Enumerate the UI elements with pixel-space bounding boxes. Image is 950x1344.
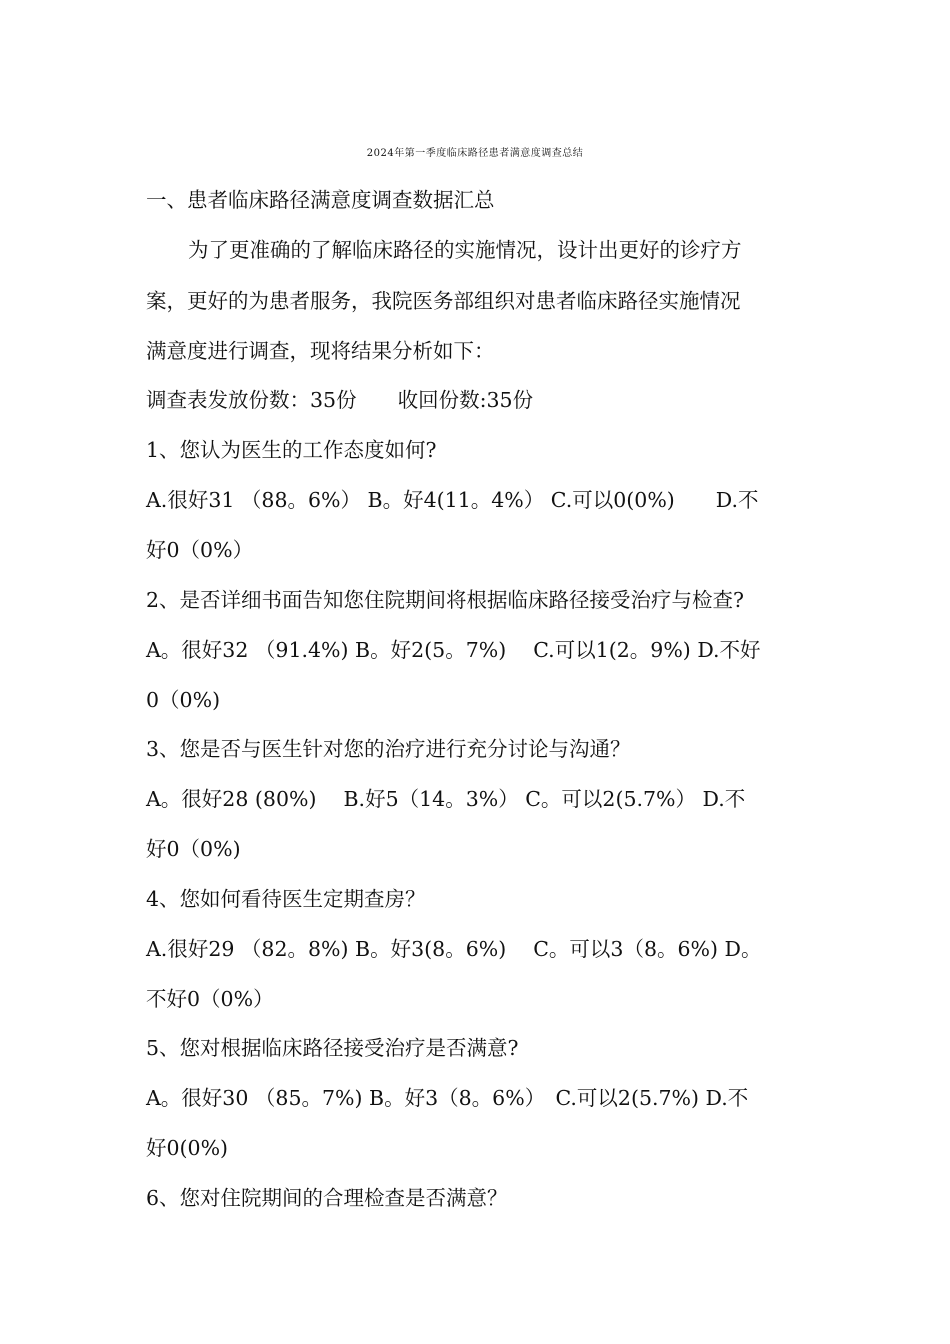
question-1-answers-line-2: 好0（0%） — [146, 538, 254, 562]
question-5-answers-line-1: A。很好30 （85。7%) B。好3（8。6%） C.可以2(5.7%) D.不 — [146, 1086, 749, 1110]
question-4: 4、您如何看待医生定期查房？ — [146, 887, 426, 911]
section-heading: 一、患者临床路径满意度调查数据汇总 — [146, 188, 495, 212]
survey-counts: 调查表发放份数：35份 收回份数:35份 — [146, 388, 534, 412]
question-5-answers-line-2: 好0(0%) — [146, 1136, 229, 1160]
question-3: 3、您是否与医生针对您的治疗进行充分讨论与沟通？ — [146, 737, 631, 761]
question-4-answers-line-1: A.很好29 （82。8%) B。好3(8。6%) C。可以3（8。6%) D。 — [146, 937, 762, 961]
question-2: 2、是否详细书面告知您住院期间将根据临床路径接受治疗与检查? — [146, 588, 745, 612]
intro-line-2: 案，更好的为患者服务，我院医务部组织对患者临床路径实施情况 — [146, 289, 741, 313]
question-3-answers-line-1: A。很好28 (80%) B.好5（14。3%） C。可以2(5.7%） D.不 — [146, 787, 746, 811]
intro-line-1: 为了更准确的了解临床路径的实施情况，设计出更好的诊疗方 — [188, 238, 742, 262]
question-1-answers-line-1: A.很好31 （88。6%） B。好4(11。4%） C.可以0(0%) D.不 — [146, 488, 759, 512]
question-5: 5、您对根据临床路径接受治疗是否满意? — [146, 1036, 519, 1060]
question-1: 1、您认为医生的工作态度如何? — [146, 438, 437, 462]
question-2-answers-line-2: 0（0%) — [146, 688, 221, 712]
question-3-answers-line-2: 好0（0%) — [146, 837, 241, 861]
question-2-answers-line-1: A。很好32 （91.4%) B。好2(5。7%) C.可以1(2。9%) D.不好 — [146, 638, 761, 662]
question-4-answers-line-2: 不好0（0%） — [146, 987, 274, 1011]
question-6: 6、您对住院期间的合理检查是否满意？ — [146, 1186, 508, 1210]
intro-line-3: 满意度进行调查，现将结果分析如下： — [146, 339, 495, 363]
document-title: 2024年第一季度临床路径患者满意度调查总结 — [366, 148, 584, 159]
